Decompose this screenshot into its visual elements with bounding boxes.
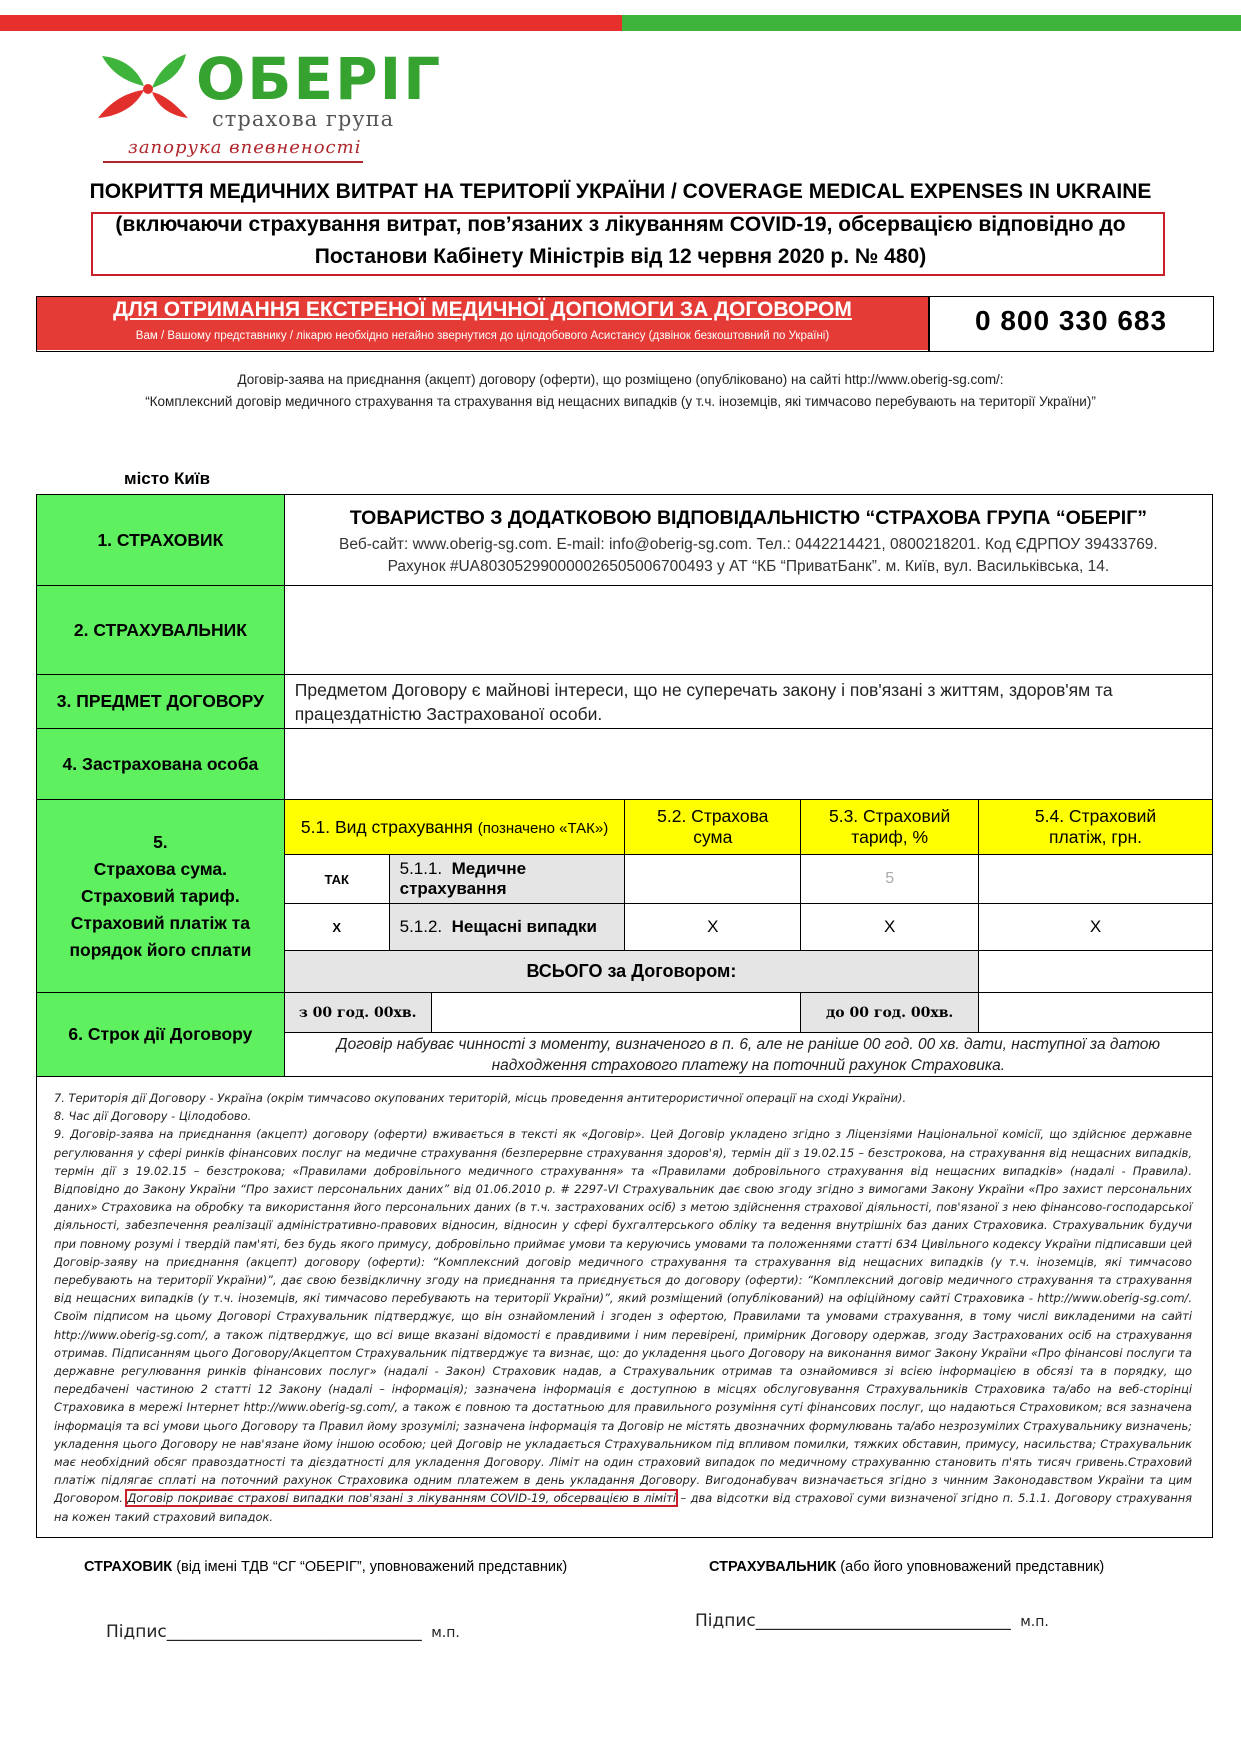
logo-slogan: запорука впевненості xyxy=(128,137,362,158)
term-to-date[interactable] xyxy=(979,993,1213,1033)
note-terms-body: 9. Договір-заява на приєднання (акцепт) договору (оферти) вживається в тексті як «Договір». Цей Договір укладено згідно з Ліцензіями Національної комісії, що здійснює державне регулювання у сфері ринків фінансових послуг на медичне страхування (безперервне страхування здоров'я), термін дії з 19.02.15 – безстрокова, на страхування від нещасних випадків, термін дії з 19.02.15 – безстрокова; «Правилами добровільного медичного страхування» та «Правилами добровільного страхування від нещасних випадків» (надалі - Правила). Відповідно до Закону України “Про захист персональних даних” від 01.06.2010 р. # 2297-VI Страхувальник дає свою згоду згідно з вимогами Закону України «Про захист персональних даних» Страховика на обробку та використання його персональних даних (в т.ч. застрахованих осіб) з метою здійснення страхової діяльності, пов'язаної з нею фінансово-господарської діяльності, забезпечення реалізації адміністративно-правових відносин, відносин у сфері бухгалтерського обліку та ведення внутрішніх баз даних Страховика. Страхувальник будучи при повному розумі і твердій пам'яті, без будь якого примусу, добровільно приймає умови та керуючись умовами та положеннями статті 634 Цивільного кодексу України підписавши цей Договір-заяву на приєднання (акцепт) договору (оферти): “Комплексний договір медичного страхування та страхування від нещасних випадків (у т.ч. іноземців, які тимчасово перебувають на території України)”, дає свою безвідкличну згоду на приєднання та приєднується до договору (оферти): “Комплексний договір медичного страхування та страхування від нещасних випадків (у т.ч. іноземців, які тимчасово перебувають на території України)”, який розміщений (опублікований) на офіційному сайті Страховика - http://www.oberig-sg.com/. Своїм підписом на цьому Договорі Страхувальник підтверджує, що він ознайомлений і згоден з офертою, Правилами та умовами страхування, в тому числі викладеними на сайті http://www.oberig-sg.com/, а також підтверджує, що всі вище вказані відомості є правдивими і ним перевірені, примірник Договору одержав, згоду Застрахованих осіб на страхування отримав. Підписанням цього Договору/Акцептом Страхувальник підтверджує та визнає, що: до укладення цього Договору на виконання вимог Закону України «Про фінансові послуги та державне регулювання ринків фінансових послуг» (надалі - Закон) Страховик надав, а Страхувальник отримав та ознайомився зі всією інформацією в обсязі та в порядку, що передбачені частиною 2 статті 12 Закону (надалі – інформація); зазначена інформація є доступною в місцях обслуговування Страхувальників Страховика та/або на веб-сторінці Страховика в мережі Інтернет http://www.oberig-sg.com/, а також є повною та достатньою для правильного розуміння суті фінансових послуг, що надаються Страховиком; вся зазначена інформація та всі умови цього Договору та Правил йому зрозумілі; зазначена інформація та Договір не містять двозначних формулювань та/або незрозумілих Страхувальнику визначень; укладення цього Договору не нав'язане йому іншою особою; цей Договір не укладається Страхувальником під впливом помилки, тяжких обставин, примусу, насильства; Страхувальник має необхідний обсяг правоздатності та дієздатності для укладення Договору. Ліміт на один страховий випадок по медичному страхуванню становить п'ять тисяч гривень.Страховий платіж підлягає сплаті на поточний рахунок Страховика одним платежем в день укладання Договору. Вигодонабувач визначається згідно з чинним Законодавством України та цим Договором. xyxy=(54,1127,1192,1506)
header-premium: 5.4. Страховий платіж, грн. xyxy=(979,800,1213,855)
label-policyholder: 2. СТРАХУВАЛЬНИК xyxy=(37,586,285,675)
insurer-sign-line[interactable]: ______________________________ xyxy=(166,1622,422,1642)
row-insurer xyxy=(37,495,1213,586)
covid-highlight-frame xyxy=(91,212,1165,276)
label-term: 6. Строк дії Договору xyxy=(37,993,285,1077)
label-subject: 3. ПРЕДМЕТ ДОГОВОРУ xyxy=(37,675,285,729)
note-terms xyxy=(54,1125,1192,1525)
logo-name: ОБЕРІГ xyxy=(196,45,443,113)
insurer-signatory xyxy=(84,1559,567,1575)
accident-code: 5.1.2. xyxy=(399,917,443,936)
header-sum-insured: 5.2. Страхова сума xyxy=(625,800,801,855)
notes-text xyxy=(54,1089,1192,1526)
accident-premium[interactable]: Х xyxy=(979,904,1213,951)
note-covid-highlight: Договір покриває страхові випадки пов'язані з лікуванням COVID-19, обсервацією в ліміті xyxy=(127,1491,677,1506)
policyholder-field[interactable] xyxy=(284,586,1212,675)
label-section5-num: 5. xyxy=(153,831,168,852)
holder-sign-word: Підпис xyxy=(695,1611,756,1631)
insurer-seal: м.п. xyxy=(431,1625,460,1641)
city: місто Київ xyxy=(124,469,211,488)
label-section5 xyxy=(37,800,285,993)
insured-field[interactable] xyxy=(284,729,1212,800)
insurer-name: ТОВАРИСТВО З ДОДАТКОВОЮ ВІДПОВІДАЛЬНІСТЮ “СТРАХОВА ГРУПА “ОБЕРІГ” xyxy=(349,506,1148,529)
total-label: ВСЬОГО за Договором: xyxy=(284,951,978,993)
note-terms-tail: – два відсотки від страхової суми визначеної згідно п. 5.1.1. Договору страхування на кожен такий страховий випадок. xyxy=(54,1491,1193,1524)
note-time: 8. Час дії Договору - Цілодобово. xyxy=(54,1109,252,1124)
insurer-signatory-note: (від імені ТДВ “СГ “ОБЕРІГ”, уповноважений представник) xyxy=(176,1559,568,1575)
holder-sign-line[interactable]: ______________________________ xyxy=(755,1611,1011,1631)
doc-title-resolution: Постанови Кабінету Міністрів від 12 червня 2020 р. № 480) xyxy=(314,245,927,268)
note-territory: 7. Територія дії Договору - Україна (окрім тимчасово окупованих територій, місць проведення антитерористичної операції на сході України). xyxy=(54,1091,907,1105)
term-to-label: до 00 год. 00хв. xyxy=(801,993,979,1033)
holder-seal: м.п. xyxy=(1020,1614,1049,1630)
row-policyholder xyxy=(37,586,1213,675)
insurer-contacts: Веб-сайт: www.oberig-sg.com. E-mail: info@oberig-sg.com. Тел.: 0442214421, 0800218201. Код ЄДРПОУ 39433769. xyxy=(339,535,1158,553)
medical-name: Медичне страхування xyxy=(399,859,527,898)
holder-signatory-note: (або його уповноважений представник) xyxy=(840,1559,1105,1575)
logo-flower-icon xyxy=(92,48,212,128)
insurer-signature[interactable] xyxy=(106,1622,460,1642)
label-section5-line3: Страховий платіж та xyxy=(70,912,250,933)
row-subject xyxy=(37,675,1213,729)
slogan-underline xyxy=(103,161,363,163)
label-insured: 4. Застрахована особа xyxy=(37,729,285,800)
row-term xyxy=(37,993,1213,1033)
header-insurance-type-text: 5.1. Вид страхування xyxy=(300,816,473,837)
insurer-account: Рахунок #UA803052990000026505006700493 у АТ “КБ “ПриватБанк”. м. Київ, вул. Васильківська, 14. xyxy=(387,557,1110,575)
logo-subtitle: страхова група xyxy=(212,107,395,131)
insurer-sign-word: Підпис xyxy=(106,1622,167,1642)
doc-title-covid: (включаючи страхування витрат, пов’язаних з лікуванням COVID-19, обсервацією відповідно до xyxy=(115,213,1126,236)
medical-sum[interactable] xyxy=(625,855,801,904)
label-section5-line4: порядок його сплати xyxy=(69,939,252,960)
holder-signatory-title: СТРАХУВАЛЬНИК xyxy=(709,1559,837,1575)
top-bar-green xyxy=(622,15,1241,31)
intro-line-1: Договір-заява на приєднання (акцепт) договору (оферти), що розміщено (опубліковано) на сайті http://www.oberig-sg.com/: xyxy=(237,372,1004,387)
emergency-heading: ДЛЯ ОТРИМАННЯ ЕКСТРЕНОЇ МЕДИЧНОЇ ДОПОМОГИ ЗА ДОГОВОРОМ xyxy=(113,298,852,321)
intro-line-2: “Комплексний договір медичного страхування та страхування від нещасних випадків (у т.ч. іноземців, які тимчасово перебувають на території України)” xyxy=(145,394,1096,409)
accident-sum[interactable]: Х xyxy=(625,904,801,951)
term-from-date[interactable] xyxy=(431,993,801,1033)
accident-mark[interactable]: Х xyxy=(284,904,389,951)
label-section5-line2: Страховий тариф. xyxy=(81,885,240,906)
medical-rate[interactable]: 5 xyxy=(801,855,979,904)
header-insurance-type xyxy=(284,800,625,855)
doc-title: ПОКРИТТЯ МЕДИЧНИХ ВИТРАТ НА ТЕРИТОРІЇ УКРАЇНИ / COVERAGE MEDICAL EXPENSES IN UKRAINE xyxy=(89,180,1152,203)
row-coverage-header xyxy=(37,800,1213,855)
medical-premium[interactable] xyxy=(979,855,1213,904)
header-insurance-type-note: (позначено «ТАК») xyxy=(477,819,609,837)
label-section5-line1: Страхова сума. xyxy=(93,858,228,879)
insurer-signatory-title: СТРАХОВИК xyxy=(84,1559,173,1575)
emergency-phone: 0 800 330 683 xyxy=(974,305,1168,336)
emergency-note: Вам / Вашому представнику / лікарю необхідно негайно звернутися до цілодобового Асистансу (дзвінок безкоштовний по Україні) xyxy=(135,330,830,342)
term-from-label: з 00 год. 00хв. xyxy=(284,993,431,1033)
medical-code: 5.1.1. xyxy=(399,859,443,878)
accident-name: Нещасні випадки xyxy=(451,917,597,936)
holder-signatory xyxy=(709,1559,1104,1575)
total-value[interactable] xyxy=(979,951,1213,993)
top-bar-red xyxy=(0,15,622,31)
medical-type xyxy=(389,855,625,904)
header-rate: 5.3. Страховий тариф, % xyxy=(801,800,979,855)
subject-text: Предметом Договору є майнові інтереси, що не суперечать закону і пов'язані з життям, здоров'ям та працездатністю Застрахованої особи. xyxy=(284,675,1212,729)
contract-table xyxy=(36,494,1213,1077)
accident-rate[interactable]: Х xyxy=(801,904,979,951)
row-insured xyxy=(37,729,1213,800)
accident-type xyxy=(389,904,625,951)
holder-signature[interactable] xyxy=(695,1611,1049,1631)
label-insurer: 1. СТРАХОВИК xyxy=(37,495,285,586)
term-note: Договір набуває чинності з моменту, визначеного в п. 6, але не раніше 00 год. 00 хв. дати, наступної за датою надходження страхового платежу на поточний рахунок Страховика. xyxy=(284,1033,1212,1077)
medical-mark[interactable]: ТАК xyxy=(284,855,389,904)
